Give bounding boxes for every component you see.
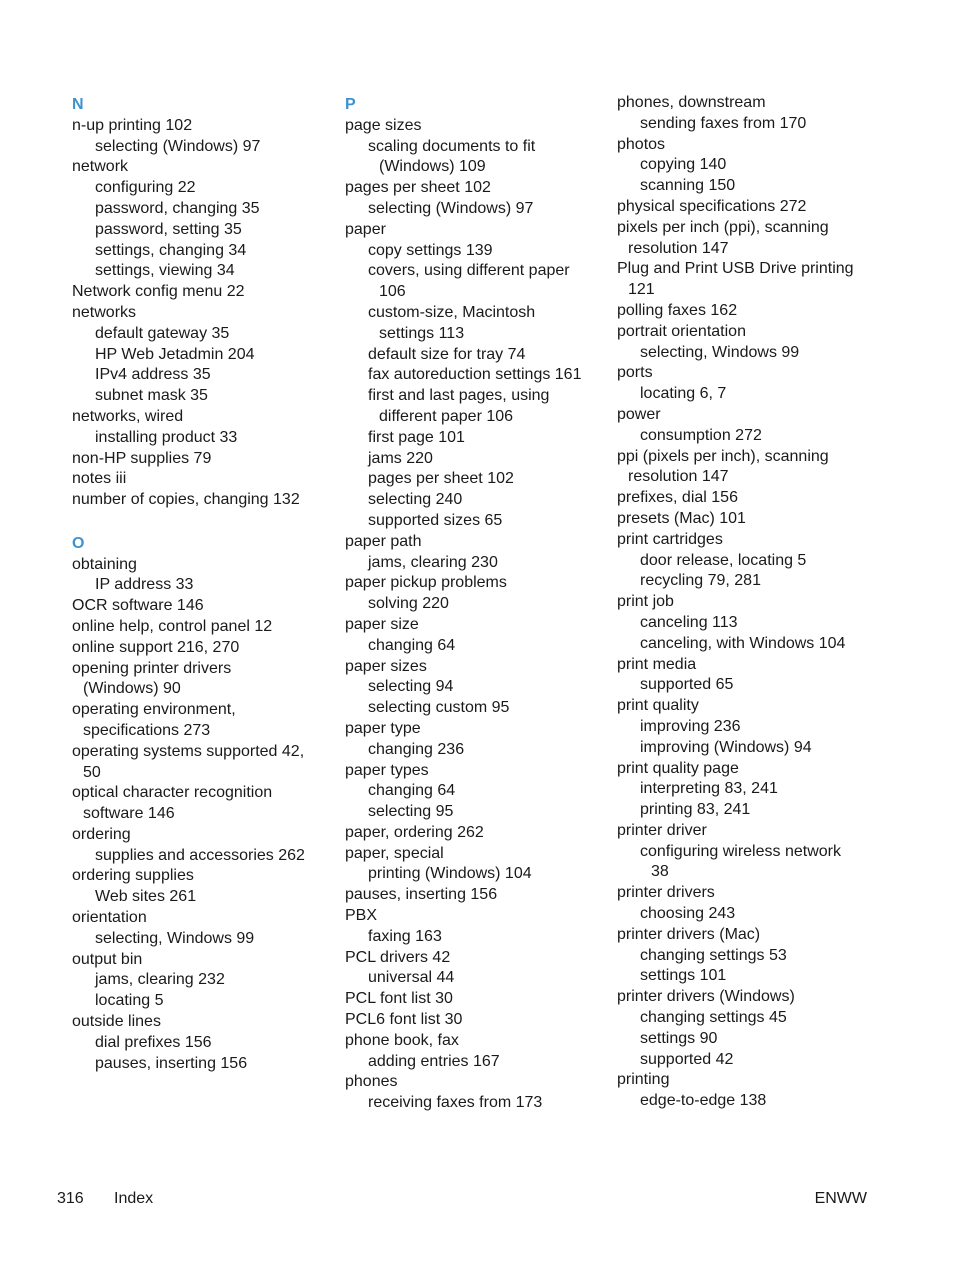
index-subentry: changing 236	[368, 740, 465, 758]
index-subentry: copying 140	[640, 156, 727, 174]
index-entry: printer drivers (Mac)	[617, 925, 761, 943]
index-subentry: dial prefixes 156	[95, 1033, 212, 1051]
index-subentry: copy settings 139	[368, 241, 493, 259]
index-entry: portrait orientation	[617, 322, 746, 340]
index-letter-heading: P	[345, 96, 356, 113]
document-code: ENWW	[814, 1190, 867, 1207]
index-subentry: supported 42	[640, 1050, 734, 1068]
index-entry: networks	[72, 303, 137, 321]
page-number: 316	[57, 1190, 84, 1207]
index-entry: non-HP supplies 79	[72, 449, 212, 467]
index-subentry: settings, viewing 34	[95, 262, 235, 280]
index-entry: printer drivers (Windows)	[617, 988, 795, 1006]
index-entry: presets (Mac) 101	[617, 509, 746, 527]
index-entry: PBX	[345, 907, 378, 925]
index-subentry: changing 64	[368, 636, 456, 654]
index-subentry: changing settings 45	[640, 1009, 787, 1027]
index-subentry: printing (Windows) 104	[368, 865, 532, 883]
index-entry: phones, downstream	[617, 94, 766, 111]
index-subentry: receiving faxes from 173	[368, 1094, 543, 1112]
section-gap	[72, 511, 305, 532]
index-entry: paper types	[345, 761, 429, 779]
index-entry: paper	[345, 220, 386, 238]
index-entry: Plug and Print USB Drive printing	[617, 260, 854, 278]
index-subentry: selecting custom 95	[368, 699, 510, 717]
index-subentry: adding entries 167	[368, 1052, 500, 1070]
index-entry-continuation: (Windows) 109	[379, 158, 486, 176]
index-entry: pixels per inch (ppi), scanning	[617, 218, 829, 236]
index-subentry: solving 220	[368, 595, 449, 613]
index-subentry: canceling, with Windows 104	[640, 634, 846, 652]
index-subentry: selecting 240	[368, 491, 463, 509]
index-subentry: settings, changing 34	[95, 241, 247, 259]
index-subentry: door release, locating 5	[640, 551, 807, 569]
index-entry-continuation: 121	[628, 281, 655, 299]
index-entry: networks, wired	[72, 407, 184, 425]
index-entry-continuation: 50	[83, 763, 101, 781]
index-entry: phone book, fax	[345, 1031, 459, 1049]
index-entry: network	[72, 158, 129, 176]
index-entry-continuation: resolution 147	[628, 468, 729, 486]
index-subentry: changing 64	[368, 782, 456, 800]
index-subentry: printing 83, 241	[640, 801, 751, 819]
index-entry: online support 216, 270	[72, 638, 240, 656]
index-entry: outside lines	[72, 1013, 161, 1031]
index-letter-heading: N	[72, 96, 84, 113]
index-entry: printer driver	[617, 821, 707, 839]
index-subentry: covers, using different paper	[368, 262, 570, 280]
index-subentry: locating 6, 7	[640, 385, 727, 403]
index-entry: n-up printing 102	[72, 116, 193, 134]
index-entry: ppi (pixels per inch), scanning	[617, 447, 829, 465]
index-entry: PCL font list 30	[345, 990, 453, 1008]
index-subentry: selecting, Windows 99	[95, 929, 255, 947]
index-entry: PCL drivers 42	[345, 948, 451, 966]
index-entry: pauses, inserting 156	[345, 886, 498, 904]
index-letter-heading: O	[72, 534, 85, 552]
index-subentry: settings 90	[640, 1029, 718, 1047]
index-entry-continuation: 38	[651, 863, 669, 881]
index-entry: power	[617, 405, 661, 423]
index-subentry: jams, clearing 230	[368, 553, 498, 571]
index-entry: photos	[617, 135, 666, 153]
index-entry: ordering supplies	[72, 867, 194, 885]
index-entry: printer drivers	[617, 884, 715, 902]
index-entry: paper, ordering 262	[345, 823, 484, 841]
index-entry: output bin	[72, 950, 143, 968]
index-subentry: supported 65	[640, 676, 734, 694]
index-subentry: default gateway 35	[95, 324, 230, 342]
index-entry: paper path	[345, 532, 422, 550]
index-entry-continuation: (Windows) 90	[83, 680, 181, 698]
index-subentry: first page 101	[368, 428, 465, 446]
index-subentry: selecting (Windows) 97	[95, 137, 261, 155]
index-subentry: password, setting 35	[95, 220, 242, 238]
index-entry-continuation: settings 113	[379, 324, 465, 342]
index-subentry: scaling documents to fit	[368, 137, 536, 155]
index-subentry: sending faxes from 170	[640, 114, 807, 132]
index-entry-continuation: different paper 106	[379, 407, 514, 425]
index-entry-continuation: 106	[379, 283, 406, 301]
index-subentry: locating 5	[95, 992, 164, 1010]
index-entry: ports	[617, 364, 653, 382]
index-subentry: improving (Windows) 94	[640, 738, 812, 756]
index-subentry: pauses, inserting 156	[95, 1054, 248, 1072]
index-subentry: IP address 33	[95, 576, 194, 594]
index-entry: online help, control panel 12	[72, 617, 273, 635]
index-subentry: canceling 113	[640, 613, 738, 631]
index-subentry: configuring wireless network	[640, 842, 841, 860]
index-entry: print cartridges	[617, 530, 723, 548]
index-subentry: Web sites 261	[95, 888, 197, 906]
index-entry: operating systems supported 42,	[72, 742, 305, 760]
index-subentry: configuring 22	[95, 179, 196, 197]
index-subentry: subnet mask 35	[95, 387, 208, 405]
index-entry: orientation	[72, 909, 147, 927]
index-subentry: IPv4 address 35	[95, 366, 211, 384]
index-subentry: improving 236	[640, 717, 741, 735]
index-subentry: default size for tray 74	[368, 345, 526, 363]
index-entry: print job	[617, 593, 674, 611]
index-subentry: custom-size, Macintosh	[368, 303, 536, 321]
index-entry: obtaining	[72, 555, 137, 573]
index-entry: OCR software 146	[72, 597, 204, 615]
index-entry: physical specifications 272	[617, 197, 807, 215]
index-subentry: universal 44	[368, 969, 455, 987]
index-entry: paper sizes	[345, 657, 427, 675]
section-name: Index	[114, 1190, 154, 1207]
index-entry: page sizes	[345, 116, 422, 134]
index-entry: paper type	[345, 719, 421, 737]
index-subentry: consumption 272	[640, 426, 762, 444]
index-subentry: changing settings 53	[640, 946, 787, 964]
index-entry: optical character recognition	[72, 784, 273, 802]
index-subentry: scanning 150	[640, 177, 736, 195]
index-entry-continuation: resolution 147	[628, 239, 729, 257]
index-entry-continuation: software 146	[83, 805, 175, 823]
index-column-1	[72, 93, 305, 1074]
index-subentry: edge-to-edge 138	[640, 1092, 767, 1110]
index-subentry: jams, clearing 232	[95, 971, 225, 989]
index-subentry: installing product 33	[95, 428, 238, 446]
index-entry: operating environment,	[72, 701, 236, 719]
index-subentry: selecting (Windows) 97	[368, 199, 534, 217]
index-subentry: supplies and accessories 262	[95, 846, 305, 864]
index-subentry: supported sizes 65	[368, 511, 503, 529]
index-subentry: interpreting 83, 241	[640, 780, 778, 798]
index-subentry: selecting, Windows 99	[640, 343, 800, 361]
index-entry: prefixes, dial 156	[617, 489, 738, 507]
index-entry: polling faxes 162	[617, 301, 738, 319]
index-entry: printing	[617, 1071, 670, 1089]
index-subentry: first and last pages, using	[368, 387, 550, 405]
index-entry: ordering	[72, 825, 131, 843]
index-subentry: faxing 163	[368, 927, 442, 945]
index-entry: opening printer drivers	[72, 659, 232, 677]
index-column-3	[617, 93, 854, 1112]
index-entry: PCL6 font list 30	[345, 1011, 463, 1029]
index-subentry: selecting 95	[368, 803, 454, 821]
index-subentry: selecting 94	[368, 678, 454, 696]
index-subentry: recycling 79, 281	[640, 572, 761, 590]
index-column-2	[345, 93, 581, 1114]
index-entry: print quality	[617, 697, 699, 715]
index-subentry: pages per sheet 102	[368, 470, 514, 488]
index-subentry: password, changing 35	[95, 199, 260, 217]
index-entry: Network config menu 22	[72, 283, 245, 301]
index-subentry: choosing 243	[640, 905, 736, 923]
index-entry-continuation: specifications 273	[83, 721, 211, 739]
index-subentry: HP Web Jetadmin 204	[95, 345, 255, 363]
index-entry: print media	[617, 655, 697, 673]
index-entry: print quality page	[617, 759, 739, 777]
index-entry: number of copies, changing 132	[72, 491, 300, 509]
index-subentry: jams 220	[368, 449, 433, 467]
index-entry: paper pickup problems	[345, 574, 507, 592]
index-entry: paper size	[345, 615, 419, 633]
index-entry: paper, special	[345, 844, 444, 862]
index-entry: phones	[345, 1073, 398, 1091]
index-entry: pages per sheet 102	[345, 179, 491, 197]
index-subentry: fax autoreduction settings 161	[368, 366, 582, 384]
index-entry: notes iii	[72, 470, 127, 488]
index-subentry: settings 101	[640, 967, 727, 985]
